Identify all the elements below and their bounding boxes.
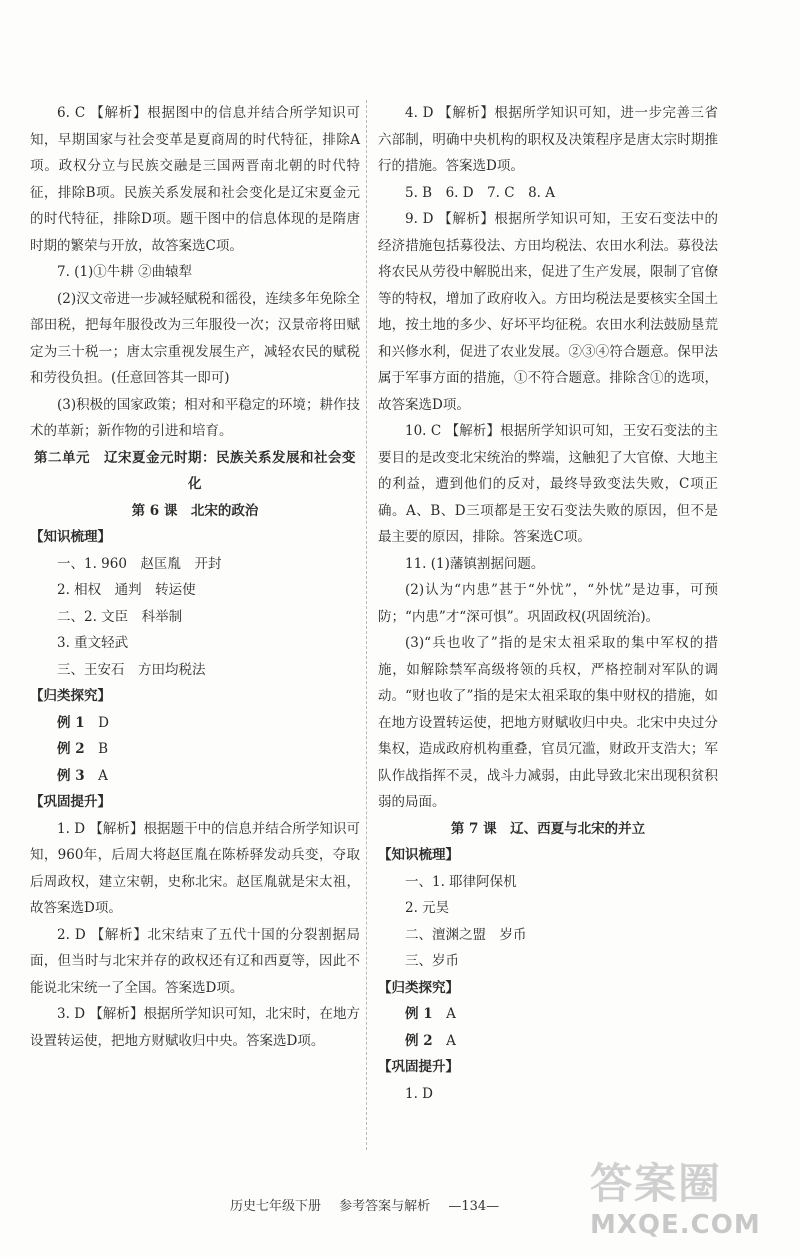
example-label: 例 2 xyxy=(57,741,85,757)
example-answer: D xyxy=(98,714,109,731)
site-watermark xyxy=(590,1158,790,1253)
knowledge-section-label: 【知识梳理】 xyxy=(378,847,459,863)
page-footer xyxy=(230,1195,513,1214)
answer-g10: 10. C 【解析】根据所学知识可知，王安石变法的主要目的是改变北宋统治的弊端，这触犯了大官僚、大地主的利益，遭到他们的反对，最终导致变法失败，C项正确。A、B、D三项都是王安石变法失败的原因，但不是最主要的原因，排除。答案选C项。 xyxy=(378,423,718,545)
footer-subject: 历史七年级下册 xyxy=(230,1199,322,1214)
category-section-label: 【归类探究】 xyxy=(378,979,459,996)
answer-7-3: (3)积极的国家政策；相对和平稳定的环境；耕作技术的革新；新作物的引进和培育。 xyxy=(30,396,360,439)
answer-g4: 4. D 【解析】根据所学知识可知，进一步完善三省六部制，明确中央机构的职权及决策程序是唐太宗时期推行的措施。答案选D项。 xyxy=(378,105,718,174)
example-1 xyxy=(30,710,360,737)
answer-6: 6. C 【解析】根据图中的信息并结合所学知识可知，早期国家与社会变革是夏商周的时代特征，排除A项。政权分立与民族交融是三国两晋南北朝的时代特征，排除B项。民族关系发展和社会变化是辽宋夏金元的时代特征，排除D项。题干图中的信息体现的是隋唐时期的繁荣与开放，故答案选C项。 xyxy=(30,105,360,254)
answer-g2: 2. D 【解析】北宋结束了五代十国的分裂割据局面，但当时与北宋并存的政权还有辽和西夏等，因此不能说北宋统一了全国。答案选D项。 xyxy=(30,926,360,996)
answer-g11-3: (3)“兵也收了”指的是宋太祖采取的集中军权的措施，如解除禁军高级将领的兵权，严格控制对军队的调动。“财也收了”指的是宋太祖采取的集中财权的措施，如在地方设置转运使，把地方财赋收归中央。北宋中央过分集权，造成政府机构重叠，官员冗滥，财政开支浩大；军队作战指挥不灵，战斗力减弱，由此导致北宋出现积贫积弱的局面。 xyxy=(378,635,718,810)
example-label: 例 1 xyxy=(405,1006,433,1022)
knowledge-item: 二、2. 文臣 科举制 xyxy=(57,608,183,625)
category-section-label: 【归类探究】 xyxy=(30,688,111,704)
right-column xyxy=(378,100,718,1107)
answer-g9: 9. D 【解析】根据所学知识可知，王安石变法中的经济措施包括募役法、方田均税法、农田水利法。募役法将农民从劳役中解脱出来，促进了生产发展，限制了官僚等的特权，增加了政府收入。方田均税法是要核实全国土地，按土地的多少、好坏平均征税。农田水利法鼓励垦荒和兴修水利，促进了农业发展。②③④符合题意。保甲法属于军事方面的措施，①不符合题意。排除含①的选项，故答案选D项。 xyxy=(378,211,718,413)
consolidation-section-label: 【巩固提升】 xyxy=(378,1059,459,1075)
watermark-logo-text: 答案圈 xyxy=(590,1159,723,1208)
footer-section: 参考答案与解析 xyxy=(339,1199,431,1214)
answer-g1: 1. D xyxy=(405,1085,433,1102)
answer-g1: 1. D 【解析】根据题干中的信息并结合所学知识可知，960年，后周大将赵匡胤在陈桥驿发动兵变，夺取后周政权，建立宋朝，史称北宋。赵匡胤就是宋太祖，故答案选D项。 xyxy=(30,820,360,916)
knowledge-item: 3. 重文轻武 xyxy=(57,635,129,651)
answer-7-2: (2)汉文帝进一步减轻赋税和徭役，连续多年免除全部田税，把每年服役改为三年服役一次；汉景帝将田赋定为三十税一；唐太宗重视发展生产，减轻农民的赋税和劳役负担。(任意回答其一即可) xyxy=(30,290,360,386)
example-3 xyxy=(30,763,360,790)
example-label: 例 2 xyxy=(405,1032,433,1049)
answer-g3: 3. D 【解析】根据所学知识可知，北宋时，在地方设置转运使，把地方财赋收归中央。答案选D项。 xyxy=(30,1006,360,1049)
knowledge-item: 二、澶渊之盟 岁币 xyxy=(405,926,527,943)
answer-g11-1: 11. (1)藩镇割据问题。 xyxy=(405,555,545,572)
example-label: 例 1 xyxy=(57,714,85,731)
watermark-domain: MXQE.COM xyxy=(590,1210,761,1240)
left-column xyxy=(30,100,360,1054)
page-number: —134— xyxy=(448,1199,500,1214)
lesson-6-title: 第 6 课 北宋的政治 xyxy=(131,502,259,519)
example-answer: A xyxy=(446,1006,456,1022)
answer-g11-2: (2)认为“内患”甚于“外忧”，“外忧”是边事，可预防；“内患”才“深可惧”。巩固政权(巩固统治)。 xyxy=(378,582,718,625)
unit-title: 第二单元 辽宋夏金元时期：民族关系发展和社会变化 xyxy=(34,449,356,492)
example-answer: A xyxy=(446,1032,456,1049)
answer-g5-8: 5. B 6. D 7. C 8. A xyxy=(405,184,556,201)
column-divider xyxy=(366,100,367,1150)
knowledge-item: 一、1. 耶律阿保机 xyxy=(405,873,517,890)
knowledge-item: 2. 元昊 xyxy=(405,900,450,916)
example-answer: B xyxy=(98,741,109,757)
knowledge-section-label: 【知识梳理】 xyxy=(30,529,111,545)
example-answer: A xyxy=(98,767,108,784)
example-label: 例 3 xyxy=(57,767,85,784)
knowledge-item: 三、王安石 方田均税法 xyxy=(57,661,206,678)
knowledge-item: 2. 相权 通判 转运使 xyxy=(57,582,196,598)
example-2 xyxy=(378,1028,718,1055)
knowledge-item: 三、岁币 xyxy=(405,953,459,969)
consolidation-section-label: 【巩固提升】 xyxy=(30,794,111,810)
example-1 xyxy=(378,1001,718,1028)
answer-7-1: 7. (1)①牛耕 ②曲辕犁 xyxy=(57,264,193,280)
lesson-7-title: 第 7 课 辽、西夏与北宋的并立 xyxy=(450,820,646,837)
knowledge-item: 一、1. 960 赵匡胤 开封 xyxy=(57,555,222,572)
example-2 xyxy=(30,736,360,763)
